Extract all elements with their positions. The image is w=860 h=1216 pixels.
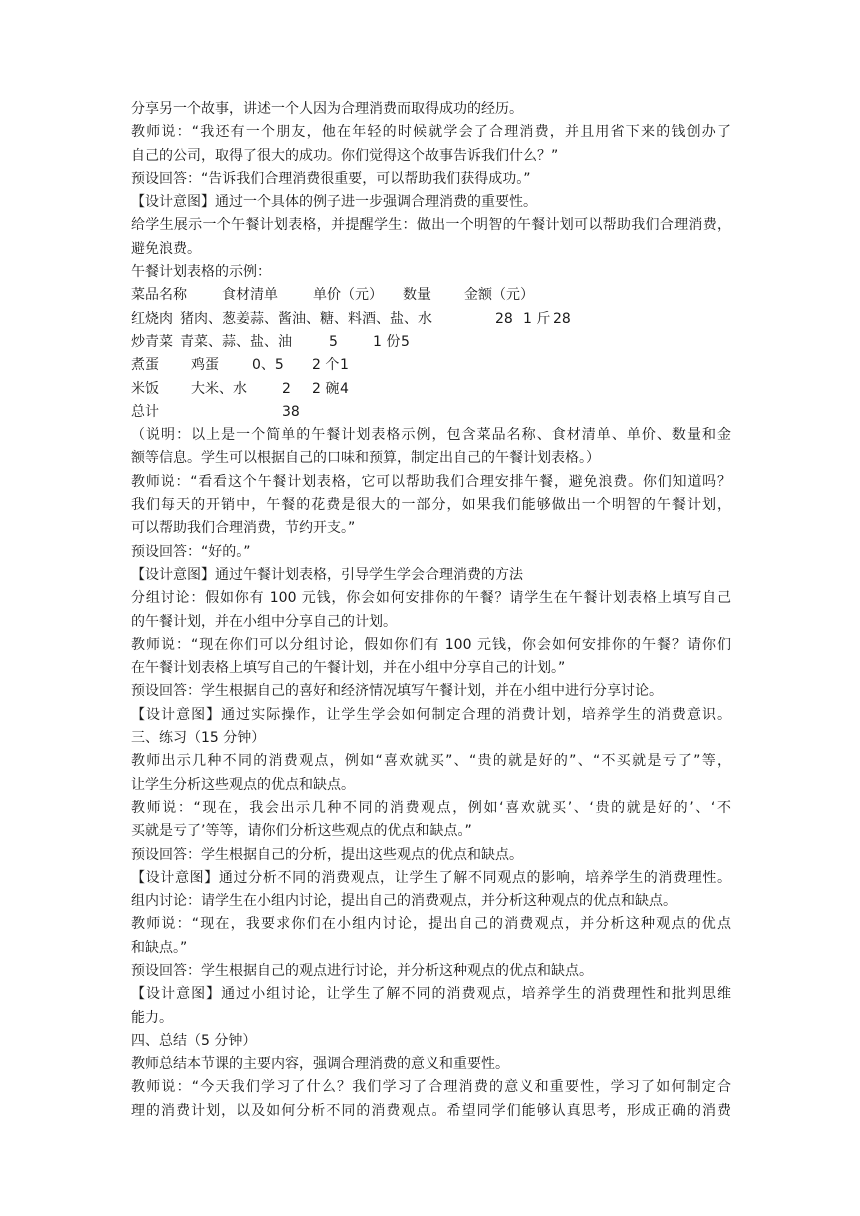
paragraph-line: 教师出示几种不同的消费观点，例如“喜欢就买”、“贵的就是好的”、“不买就是亏了”等， [131,753,731,770]
paragraph-line: （说明：以上是一个简单的午餐计划表格示例，包含菜品名称、食材清单、单价、数量和金 [131,427,731,444]
cell-dish-name: 米饭 [131,380,159,397]
table-row [131,378,731,401]
cell-amount: 5 [401,333,410,350]
paragraph-line: 分组讨论：假如你有 100 元钱，你会如何安排你的午餐？请学生在午餐计划表格上填写自己 [131,590,731,607]
cell-dish-name: 煮蛋 [131,357,159,374]
paragraph-line: 自己的公司，取得了很大的成功。你们觉得这个故事告诉我们什么？” [131,147,559,164]
cell-dish-name: 红烧肉 [131,310,173,327]
design-intent-line: 【设计意图】通过午餐计划表格，引导学生学会合理消费的方法 [131,566,523,583]
text-block-main [131,424,731,1123]
lunch-plan-table [131,284,731,424]
cell-unit-price: 2 [282,380,291,397]
paragraph-line: 教师说：“现在你们可以分组讨论，假如你们有 100 元钱，你会如何安排你的午餐？请你们 [131,636,731,653]
cell-quantity: 2 个 [312,357,340,374]
paragraph-line: 让学生分析这些观点的优点和缺点。 [131,776,355,793]
paragraph-line: 可以帮助我们合理消费，节约开支。” [131,520,356,537]
paragraph-line: 给学生展示一个午餐计划表格，并提醒学生：做出一个明智的午餐计划可以帮助我们合理消费， [131,217,731,234]
total-label: 总计 [131,403,159,420]
paragraph-line: 买就是亏了’等等，请你们分析这些观点的优点和缺点。” [131,823,472,840]
header-amount: 金额（元） [464,287,534,304]
table-row [131,354,731,377]
paragraph-line: 预设回答：“好的。” [131,543,251,560]
header-ingredients: 食材清单 [222,287,278,304]
header-unit-price: 单价（元） [313,287,383,304]
cell-ingredients: 鸡蛋 [191,357,219,374]
table-row [131,308,731,331]
table-header-row [131,284,731,307]
paragraph-line: 教师说：“现在，我会出示几种不同的消费观点，例如‘喜欢就买’、‘贵的就是好的’、‘不 [131,799,731,816]
design-intent-line: 【设计意图】通过实际操作，让学生学会如何制定合理的消费计划，培养学生的消费意识。 [131,706,731,723]
cell-ingredients: 猪肉、葱姜蒜、酱油、糖、料酒、盐、水 [180,310,432,327]
text-block-intro [131,98,731,284]
paragraph-line: 分享另一个故事，讲述一个人因为合理消费而取得成功的经历。 [131,101,523,117]
cell-ingredients: 青菜、蒜、盐、油 [180,333,292,350]
paragraph-line: 额等信息。学生可以根据自己的口味和预算，制定出自己的午餐计划表格。） [131,450,600,467]
cell-quantity: 2 碗 [312,380,340,397]
paragraph-line: 预设回答：“告诉我们合理消费很重要，可以帮助我们获得成功。” [131,170,531,187]
design-intent-line: 【设计意图】通过分析不同的消费观点，让学生了解不同观点的影响，培养学生的消费理性。 [131,869,731,886]
paragraph-line: 教师说：“看看这个午餐计划表格，它可以帮助我们合理安排午餐，避免浪费。你们知道吗？ [131,473,731,490]
cell-unit-price: 0、5 [252,357,284,374]
design-intent-line: 【设计意图】通过小组讨论，让学生了解不同的消费观点，培养学生的消费理性和批判思维 [131,986,731,1003]
cell-unit-price: 28 [495,310,513,327]
total-value: 38 [282,403,300,420]
cell-amount: 1 [340,357,349,374]
paragraph-line: 能力。 [131,1009,173,1026]
cell-quantity: 1 份 [373,333,401,350]
paragraph-line: 教师说：“今天我们学习了什么？我们学习了合理消费的意义和重要性，学习了如何制定合 [131,1079,731,1096]
paragraph-line: 理的消费计划，以及如何分析不同的消费观点。希望同学们能够认真思考，形成正确的消费 [131,1102,731,1119]
cell-amount: 4 [340,380,349,397]
section-heading: 四、总结（5 分钟） [131,1032,257,1049]
paragraph-line: 教师说：“我还有一个朋友，他在年轻的时候就学会了合理消费，并且用省下来的钱创办了 [131,124,731,141]
paragraph-line: 避免浪费。 [131,240,201,257]
paragraph-line: 预设回答：学生根据自己的喜好和经济情况填写午餐计划，并在小组中进行分享讨论。 [131,683,663,700]
paragraph-line: 预设回答：学生根据自己的分析，提出这些观点的优点和缺点。 [131,846,523,863]
document-page [131,98,731,1123]
cell-ingredients: 大米、水 [191,380,247,397]
paragraph-line: 组内讨论：请学生在小组内讨论，提出自己的消费观点，并分析这种观点的优点和缺点。 [131,893,677,910]
paragraph-line: 教师说：“现在，我要求你们在小组内讨论，提出自己的消费观点，并分析这种观点的优点 [131,916,731,933]
paragraph-line: 和缺点。” [131,939,188,956]
paragraph-line: 预设回答：学生根据自己的观点进行讨论，并分析这种观点的优点和缺点。 [131,962,593,979]
table-caption: 午餐计划表格的示例： [131,264,271,281]
header-quantity: 数量 [403,287,431,304]
section-heading: 三、练习（15 分钟） [131,730,266,747]
cell-unit-price: 5 [329,333,338,350]
cell-amount: 28 [553,310,571,327]
header-dish-name: 菜品名称 [131,287,187,304]
table-total-row [131,401,731,424]
paragraph-line: 的午餐计划，并在小组中分享自己的计划。 [131,613,397,630]
paragraph-line: 我们每天的开销中，午餐的花费是很大的一部分，如果我们能够做出一个明智的午餐计划， [131,497,731,514]
cell-dish-name: 炒青菜 [131,333,173,350]
table-row [131,331,731,354]
cell-quantity: 1 斤 [523,310,551,327]
paragraph-line: 教师总结本节课的主要内容，强调合理消费的意义和重要性。 [131,1056,509,1073]
paragraph-line: 在午餐计划表格上填写自己的午餐计划，并在小组中分享自己的计划。” [131,660,566,677]
design-intent-line: 【设计意图】通过一个具体的例子进一步强调合理消费的重要性。 [131,194,537,211]
